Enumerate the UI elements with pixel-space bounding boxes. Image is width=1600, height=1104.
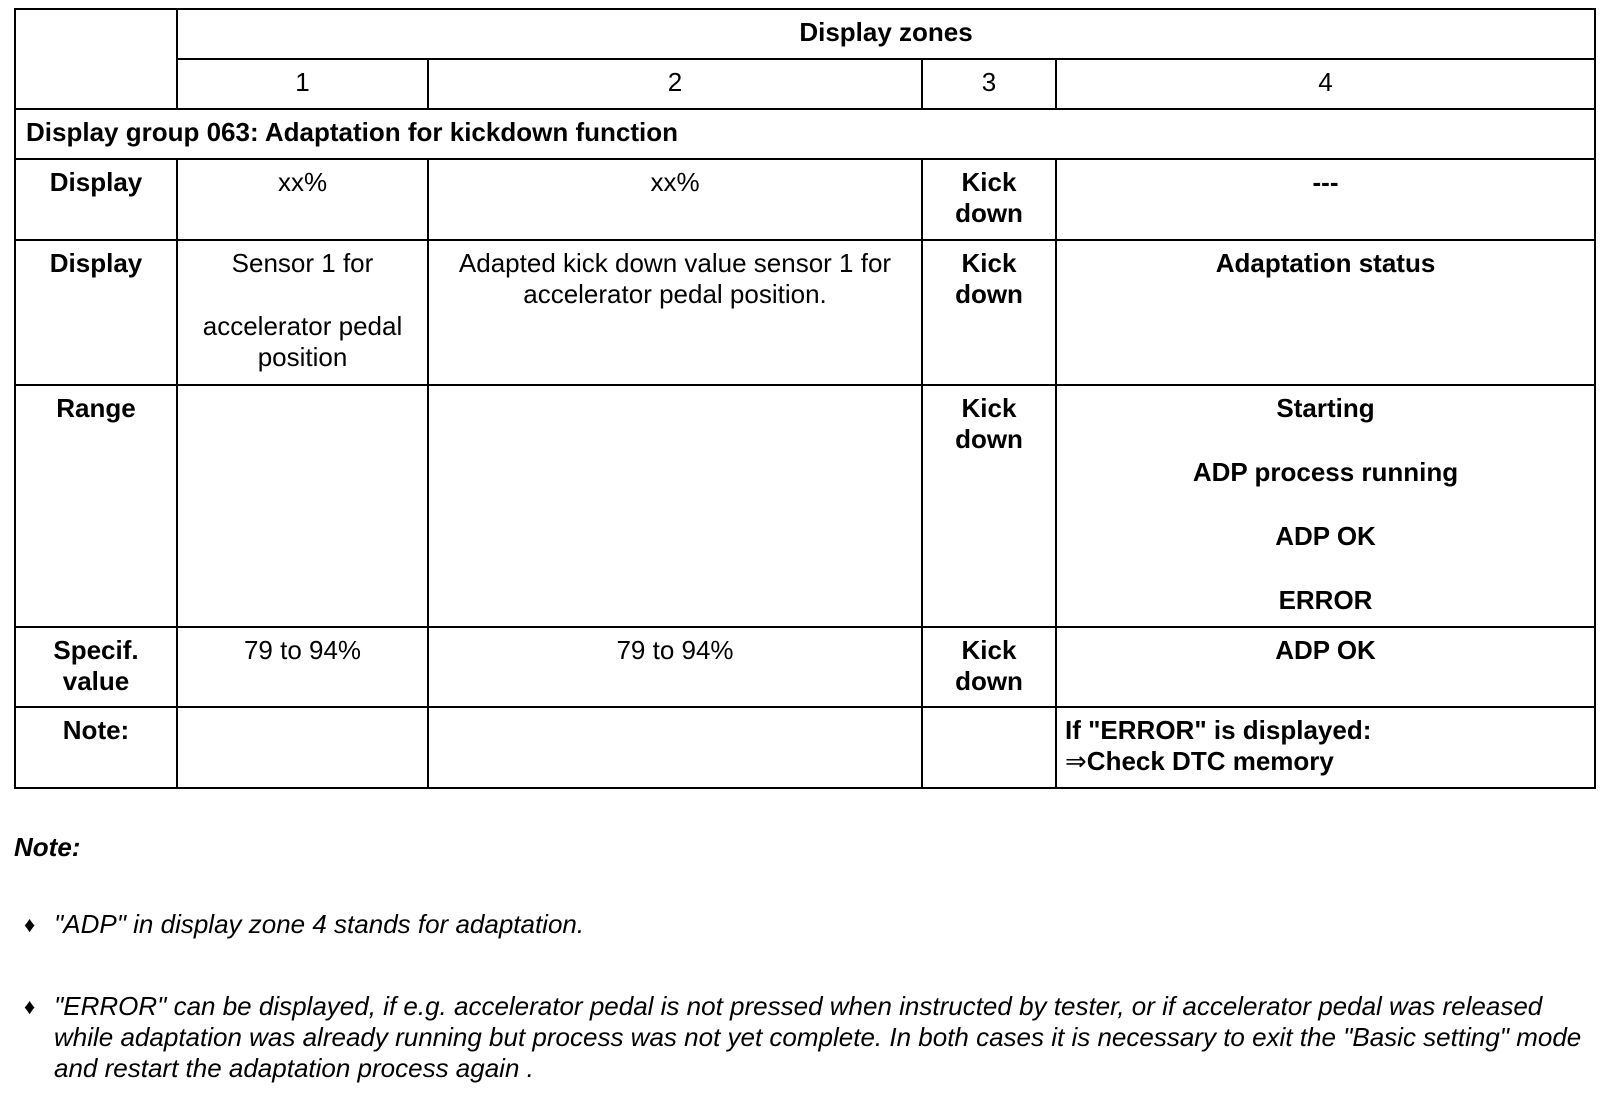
notes-section bbox=[14, 832, 1586, 1084]
list-item bbox=[14, 909, 1586, 940]
down-text: down bbox=[955, 198, 1023, 228]
kick-text: Kick bbox=[961, 167, 1017, 197]
row-label-display: Display bbox=[15, 240, 177, 385]
range-value-ok: ADP OK bbox=[1275, 521, 1376, 551]
display-zones-header: Display zones bbox=[177, 9, 1595, 59]
display1-zone1: xx% bbox=[177, 159, 428, 240]
specif-text: Specif. bbox=[53, 635, 139, 665]
note-zone3 bbox=[922, 707, 1056, 788]
kick-text: Kick bbox=[961, 635, 1017, 665]
display-group-title: Display group 063: Adaptation for kickdown function bbox=[15, 109, 1595, 159]
note-zone2 bbox=[428, 707, 922, 788]
table-row-display-2 bbox=[15, 240, 1595, 385]
display1-zone4: --- bbox=[1056, 159, 1595, 240]
table-row-note bbox=[15, 707, 1595, 788]
row-label-note: Note: bbox=[15, 707, 177, 788]
sensor-line-2: accelerator pedal position bbox=[202, 311, 403, 372]
specif-zone2: 79 to 94% bbox=[428, 627, 922, 707]
specif-zone3 bbox=[922, 627, 1056, 707]
diamond-bullet-icon: ♦ bbox=[24, 912, 36, 937]
list-item bbox=[14, 991, 1586, 1084]
table-row-specified-value bbox=[15, 627, 1595, 707]
zone-number-4: 4 bbox=[1056, 59, 1595, 109]
row-label-display: Display bbox=[15, 159, 177, 240]
sensor-line-1: Sensor 1 for bbox=[231, 248, 374, 278]
zone-number-1: 1 bbox=[177, 59, 428, 109]
note-zone1 bbox=[177, 707, 428, 788]
down-text: down bbox=[955, 279, 1023, 309]
specif-zone1: 79 to 94% bbox=[177, 627, 428, 707]
down-text: down bbox=[955, 424, 1023, 454]
display1-zone2: xx% bbox=[428, 159, 922, 240]
kick-text: Kick bbox=[961, 393, 1017, 423]
check-dtc-line bbox=[1065, 746, 1586, 777]
kick-text: Kick bbox=[961, 248, 1017, 278]
range-zone3 bbox=[922, 385, 1056, 627]
header-corner-cell bbox=[15, 9, 177, 109]
row-label-specified-value bbox=[15, 627, 177, 707]
notes-title: Note: bbox=[14, 832, 81, 862]
table-row-display-1 bbox=[15, 159, 1595, 240]
notes-list bbox=[14, 909, 1586, 1084]
zone-number-row bbox=[15, 59, 1595, 109]
down-text: down bbox=[955, 666, 1023, 696]
group-title-row bbox=[15, 109, 1595, 159]
range-value-starting: Starting bbox=[1276, 393, 1375, 423]
diamond-bullet-icon: ♦ bbox=[24, 994, 36, 1019]
note-zone4 bbox=[1056, 707, 1595, 788]
range-value-error: ERROR bbox=[1278, 585, 1373, 615]
zone-number-3: 3 bbox=[922, 59, 1056, 109]
zone-number-2: 2 bbox=[428, 59, 922, 109]
range-zone2 bbox=[428, 385, 922, 627]
range-value-running: ADP process running bbox=[1192, 457, 1459, 487]
range-zone1 bbox=[177, 385, 428, 627]
note-text: "ERROR" can be displayed, if e.g. accelerator pedal is not pressed when instructed by tester, or if accelerator pedal was released while adaptation was already running but process was not yet complete. In both cases it is necessary to exit the "Basic setting" mode and restart the adaptation process again . bbox=[54, 991, 1582, 1083]
display2-zone3 bbox=[922, 240, 1056, 385]
table-header-row bbox=[15, 9, 1595, 59]
error-displayed-text: If "ERROR" is displayed: bbox=[1065, 715, 1372, 745]
check-dtc-text: Check DTC memory bbox=[1086, 746, 1334, 776]
note-text: "ADP" in display zone 4 stands for adaptation. bbox=[54, 909, 585, 939]
display2-zone4: Adaptation status bbox=[1056, 240, 1595, 385]
value-text: value bbox=[62, 666, 130, 696]
arrow-right-icon: ⇒ bbox=[1065, 746, 1087, 776]
row-label-range: Range bbox=[15, 385, 177, 627]
range-zone4 bbox=[1056, 385, 1595, 627]
display1-zone3 bbox=[922, 159, 1056, 240]
display2-zone1 bbox=[177, 240, 428, 385]
table-row-range bbox=[15, 385, 1595, 627]
display2-zone2: Adapted kick down value sensor 1 for accelerator pedal position. bbox=[428, 240, 922, 385]
specif-zone4: ADP OK bbox=[1056, 627, 1595, 707]
display-group-table bbox=[14, 8, 1596, 789]
